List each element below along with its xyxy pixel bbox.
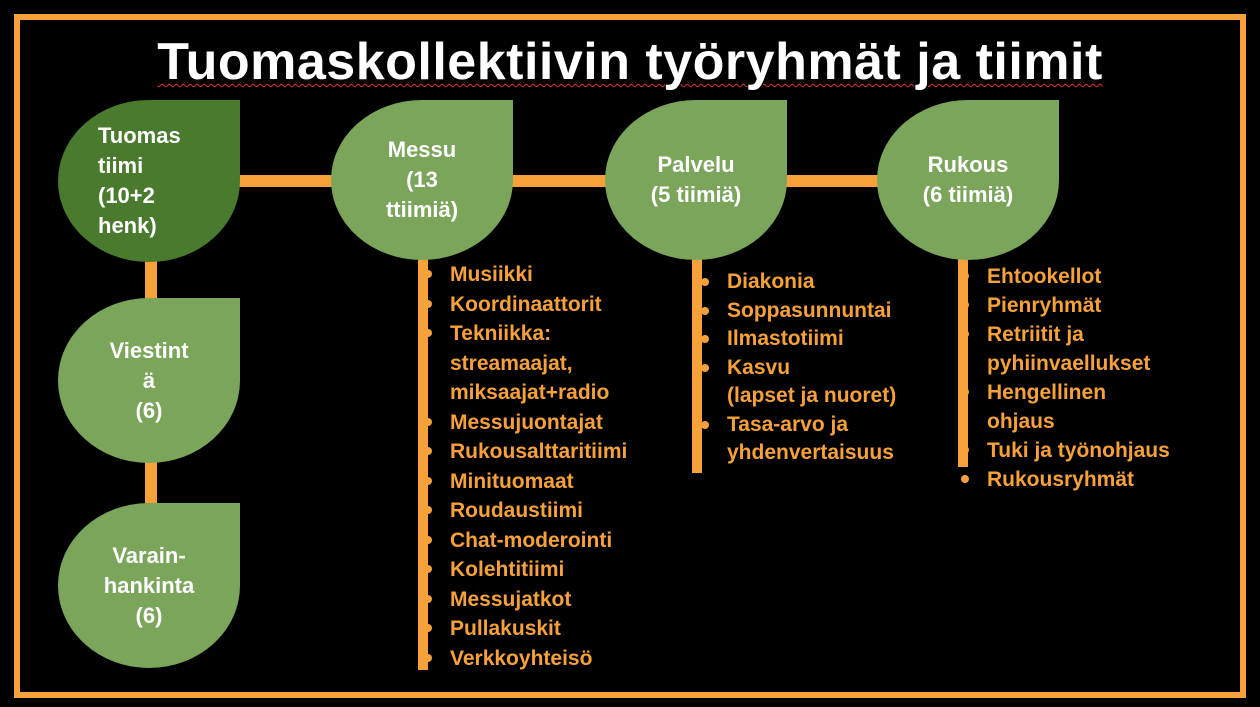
leaf-tuomastiimi <box>58 100 240 262</box>
leaf-tuomastiimi-label: Tuomas tiimi (10+2 henk) <box>98 123 181 238</box>
list-item: Kasvu (lapset ja nuoret) <box>697 354 896 411</box>
list-item: Hengellinen ohjaus <box>957 378 1170 436</box>
leaf-varainhankinta <box>58 503 240 668</box>
list-item: Pienryhmät <box>957 291 1170 320</box>
list-item: Retriitit ja pyhiinvaellukset <box>957 320 1170 378</box>
list-item: Verkkoyhteisö <box>420 644 627 674</box>
list-item: Ilmastotiimi <box>697 325 896 354</box>
leaf-rukous-label: Rukous (6 tiimiä) <box>922 152 1014 207</box>
list-item: Tuki ja työnohjaus <box>957 436 1170 465</box>
list-item: Rukousalttaritiimi <box>420 437 627 467</box>
list-item: Minituomaat <box>420 467 627 497</box>
list-item: Soppasunnuntai <box>697 297 896 326</box>
list-item: Ehtookellot <box>957 262 1170 291</box>
leaf-viestinta-label: Viestint ä (6) <box>109 337 189 423</box>
messu-list <box>420 260 627 673</box>
list-item: Koordinaattorit <box>420 290 627 320</box>
title-text: Tuomaskollektiivin työryhmät ja tiimit <box>157 33 1103 91</box>
leaf-viestinta <box>58 298 240 463</box>
list-item: Musiikki <box>420 260 627 290</box>
leaf-palvelu <box>605 100 787 260</box>
list-item: Tekniikka: streamaajat, miksaajat+radio <box>420 319 627 408</box>
list-item: Messujuontajat <box>420 408 627 438</box>
list-item: Roudaustiimi <box>420 496 627 526</box>
list-item: Tasa-arvo ja yhdenvertaisuus <box>697 411 896 468</box>
palvelu-list <box>697 268 896 468</box>
list-item: Kolehtitiimi <box>420 555 627 585</box>
leaf-varainhankinta-label: Varain- hankinta (6) <box>103 542 195 628</box>
list-item: Diakonia <box>697 268 896 297</box>
connector-top-horizontal <box>200 175 940 187</box>
leaf-messu-label: Messu (13 ttiimiä) <box>385 137 459 222</box>
list-item: Rukousryhmät <box>957 465 1170 494</box>
list-item: Pullakuskit <box>420 614 627 644</box>
leaf-palvelu-label: Palvelu (5 tiimiä) <box>650 152 742 207</box>
list-item: Messujatkot <box>420 585 627 615</box>
leaf-rukous <box>877 100 1059 260</box>
rukous-list <box>957 262 1170 494</box>
page-title <box>0 32 1260 92</box>
list-item: Chat-moderointi <box>420 526 627 556</box>
leaf-messu <box>331 100 513 260</box>
